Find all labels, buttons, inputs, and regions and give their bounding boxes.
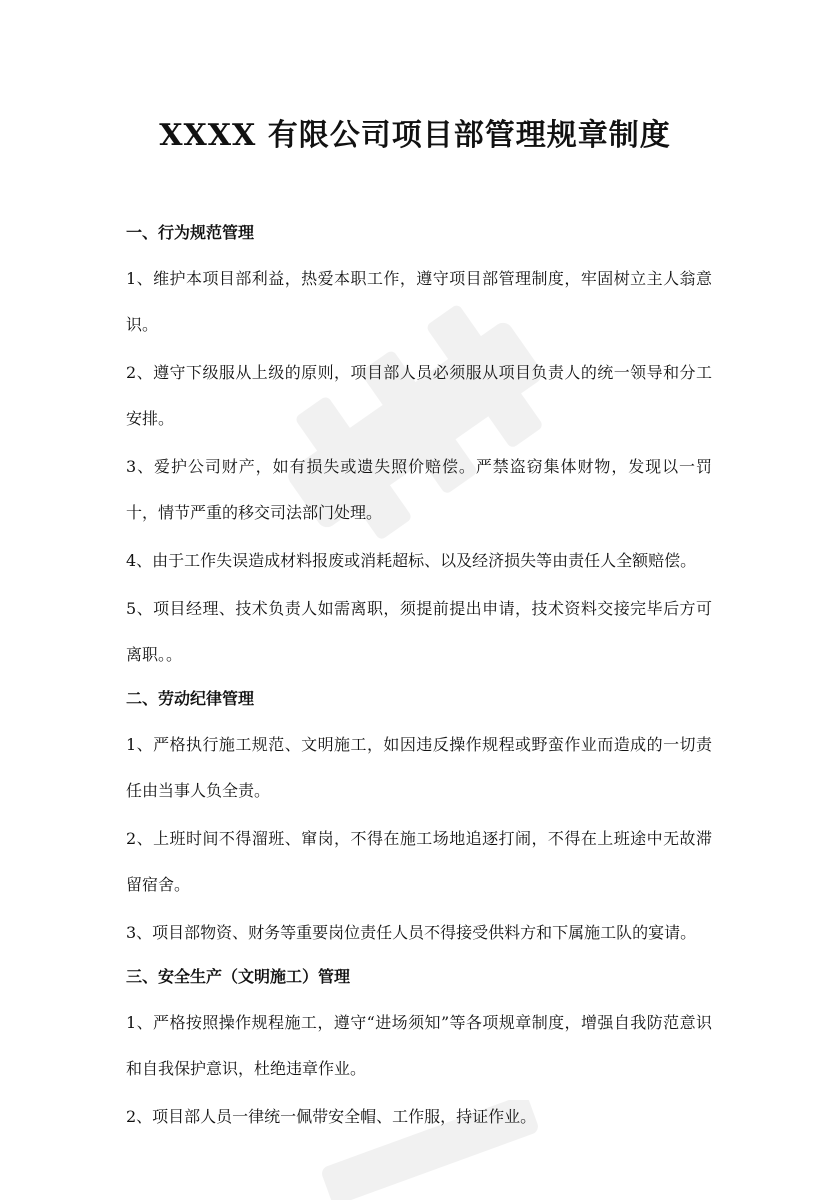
paragraph: 1、严格按照操作规程施工，遵守“进场须知”等各项规章制度，增强自我防范意识和自我保护意识，杜绝违章作业。	[126, 1013, 712, 1078]
paragraph: 2、遵守下级服从上级的原则，项目部人员必须服从项目负责人的统一领导和分工安排。	[126, 363, 712, 428]
document-body	[126, 214, 712, 1142]
section-labor-discipline	[126, 680, 712, 956]
paragraph: 2、项目部人员一律统一佩带安全帽、工作服，持证作业。	[126, 1107, 537, 1126]
paragraph: 3、爱护公司财产，如有损失或遗失照价赔偿。严禁盗窃集体财物，发现以一罚十，情节严重的移交司法部门处理。	[126, 457, 712, 522]
paragraph: 1、维护本项目部利益，热爱本职工作，遵守项目部管理制度，牢固树立主人翁意识。	[126, 269, 712, 334]
paragraph: 2、上班时间不得溜班、窜岗，不得在施工场地追逐打闹，不得在上班途中无故滞留宿舍。	[126, 829, 712, 894]
section-heading: 二、劳动纪律管理	[126, 689, 255, 708]
section-behavior	[126, 214, 712, 678]
paragraph: 5、项目经理、技术负责人如需离职，须提前提出申请，技术资料交接完毕后方可离职。。	[126, 599, 712, 664]
section-safety	[126, 958, 712, 1140]
paragraph: 4、由于工作失误造成材料报废或消耗超标、以及经济损失等由责任人全额赔偿。	[126, 551, 697, 570]
document-title: XXXX 有限公司项目部管理规章制度	[159, 118, 671, 153]
paragraph: 3、项目部物资、财务等重要岗位责任人员不得接受供料方和下属施工队的宴请。	[126, 923, 697, 942]
section-heading: 一、行为规范管理	[126, 223, 255, 242]
paragraph: 1、严格执行施工规范、文明施工，如因违反操作规程或野蛮作业而造成的一切责任由当事人负全责。	[126, 735, 712, 800]
section-heading: 三、安全生产（文明施工）管理	[126, 967, 351, 986]
